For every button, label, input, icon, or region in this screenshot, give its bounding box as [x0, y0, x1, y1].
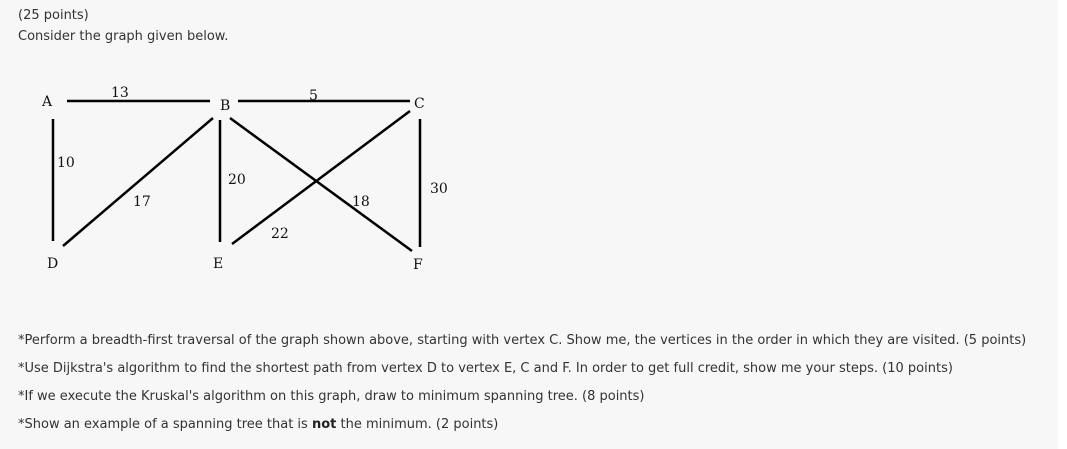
vertex-C: C — [414, 96, 425, 112]
vertex-E: E — [213, 256, 224, 272]
edge-CE — [232, 111, 410, 244]
weight-BC: 5 — [309, 88, 318, 104]
vertex-F: F — [413, 257, 423, 273]
weight-AB: 13 — [111, 85, 129, 101]
weight-CE: 22 — [271, 226, 289, 242]
question-spanning-tree-prefix: *Show an example of a spanning tree that is — [18, 417, 312, 432]
weight-CF: 30 — [430, 181, 448, 197]
vertex-A: A — [42, 94, 53, 110]
vertex-D: D — [47, 256, 59, 272]
question-spanning-tree — [18, 417, 498, 433]
question-spanning-tree-suffix: the minimum. (2 points) — [336, 417, 499, 432]
question-bfs: *Perform a breadth-first traversal of the graph shown above, starting with vertex C. Show me, the vertices in the order in which they are visited. (5 points) — [18, 333, 1027, 348]
vertex-B: B — [220, 98, 231, 114]
weight-BD: 17 — [133, 194, 151, 210]
weight-BF: 18 — [352, 194, 370, 210]
weight-AD: 10 — [57, 155, 75, 171]
points-label: (25 points) — [18, 8, 89, 23]
edge-BD — [63, 118, 213, 246]
instruction-text: Consider the graph given below. — [18, 29, 229, 44]
question-kruskal: *If we execute the Kruskal's algorithm on this graph, draw to minimum spanning tree. (8 points) — [18, 389, 645, 404]
question-dijkstra: *Use Dijkstra's algorithm to find the shortest path from vertex D to vertex E, C and F. In order to get full credit, show me your steps. (10 points) — [18, 361, 953, 376]
edge-BF — [230, 118, 412, 251]
question-spanning-tree-bold: not — [311, 417, 337, 432]
weight-BE: 20 — [228, 172, 246, 188]
